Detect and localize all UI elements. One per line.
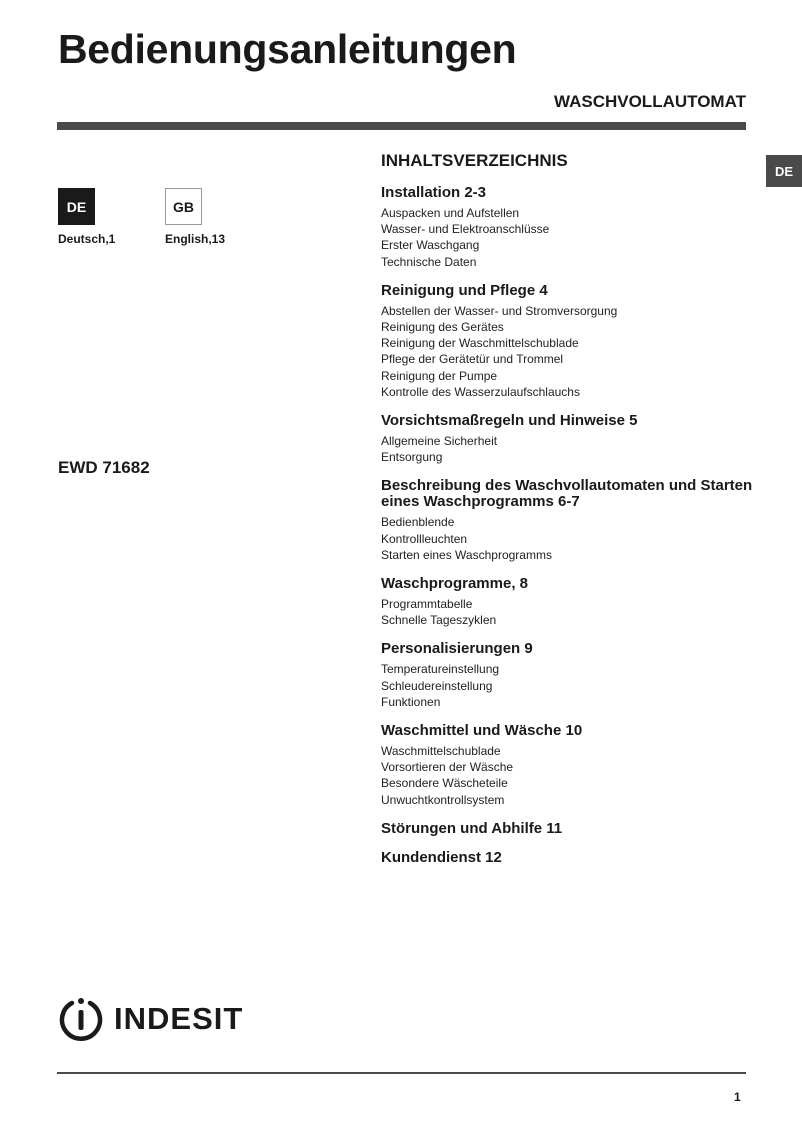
language-label: Deutsch,1 (58, 232, 116, 246)
toc-section (381, 821, 761, 837)
toc-section-title[interactable]: Kundendienst 12 (381, 848, 502, 866)
toc-section-title[interactable]: Störungen und Abhilfe 11 (381, 819, 563, 837)
toc-item[interactable]: Kontrollleuchten (381, 531, 468, 546)
toc-section (381, 283, 761, 400)
toc-item[interactable]: Allgemeine Sicherheit (381, 434, 498, 449)
toc-section (381, 576, 761, 628)
toc-item[interactable]: Starten eines Waschprogramms (381, 547, 552, 562)
brand-wordmark: INDESIT (114, 1001, 244, 1036)
toc-item[interactable]: Wasser- und Elektroanschlüsse (381, 222, 550, 237)
language-code-badge: DE (58, 188, 95, 225)
toc-item[interactable]: Vorsortieren der Wäsche (381, 760, 514, 775)
language-side-tab: DE (766, 155, 802, 187)
toc-section-title[interactable]: Reinigung und Pflege 4 (381, 281, 548, 299)
toc-section (381, 478, 761, 563)
toc-section (381, 723, 761, 808)
toc-section-title[interactable]: Waschmittel und Wäsche 10 (381, 722, 583, 740)
toc-item[interactable]: Schnelle Tageszyklen (381, 613, 497, 628)
table-of-contents (381, 151, 761, 879)
toc-item[interactable]: Reinigung der Pumpe (381, 368, 498, 383)
toc-heading: INHALTSVERZEICHNIS (381, 151, 568, 170)
toc-item[interactable]: Temperatureinstellung (381, 662, 500, 677)
toc-item[interactable]: Entsorgung (381, 450, 443, 465)
language-de[interactable] (58, 188, 115, 246)
toc-item[interactable]: Auspacken und Aufstellen (381, 206, 520, 220)
model-number: EWD 71682 (58, 458, 150, 477)
toc-item[interactable]: Schleudereinstellung (381, 678, 493, 693)
toc-section (381, 413, 761, 465)
language-gb[interactable] (165, 188, 225, 246)
toc-item[interactable]: Unwuchtkontrollsystem (381, 792, 505, 807)
language-code-badge: GB (165, 188, 202, 225)
indesit-power-i-icon (58, 996, 104, 1042)
language-label: English,13 (165, 232, 226, 246)
toc-section-title[interactable]: Vorsichtsmaßregeln und Hinweise 5 (381, 412, 638, 430)
toc-section (381, 641, 761, 710)
toc-section-title[interactable]: Installation 2-3 (381, 184, 487, 201)
toc-section-title[interactable]: Waschprogramme, 8 (381, 575, 528, 593)
footer-divider (57, 1072, 746, 1074)
toc-item[interactable]: Reinigung des Gerätes (381, 320, 504, 335)
toc-section-title[interactable]: Personalisierungen 9 (381, 640, 533, 658)
toc-section (381, 185, 761, 270)
toc-item[interactable]: Besondere Wäscheteile (381, 776, 508, 791)
toc-item[interactable]: Kontrolle des Wasserzulaufschlauchs (381, 384, 580, 399)
toc-item[interactable]: Reinigung der Waschmittelschublade (381, 336, 579, 351)
page-number: 1 (734, 1090, 741, 1104)
toc-item[interactable]: Waschmittelschublade (381, 744, 501, 759)
toc-section-title[interactable]: Beschreibung des Waschvollautomaten und Starten eines Waschprogramms 6-7 (381, 477, 753, 511)
brand-logo (58, 996, 243, 1042)
toc-item[interactable]: Technische Daten (381, 254, 477, 269)
toc-section (381, 850, 761, 866)
document-subtitle: WASCHVOLLAUTOMAT (553, 92, 746, 111)
document-title: Bedienungsanleitungen (58, 26, 517, 72)
toc-item[interactable]: Funktionen (381, 694, 441, 709)
toc-item[interactable]: Abstellen der Wasser- und Stromversorgung (381, 303, 618, 318)
toc-item[interactable]: Bedienblende (381, 515, 455, 530)
header-divider (57, 122, 746, 130)
toc-item[interactable]: Programmtabelle (381, 597, 473, 612)
toc-item[interactable]: Erster Waschgang (381, 238, 480, 253)
toc-item[interactable]: Pflege der Gerätetür und Trommel (381, 352, 564, 367)
